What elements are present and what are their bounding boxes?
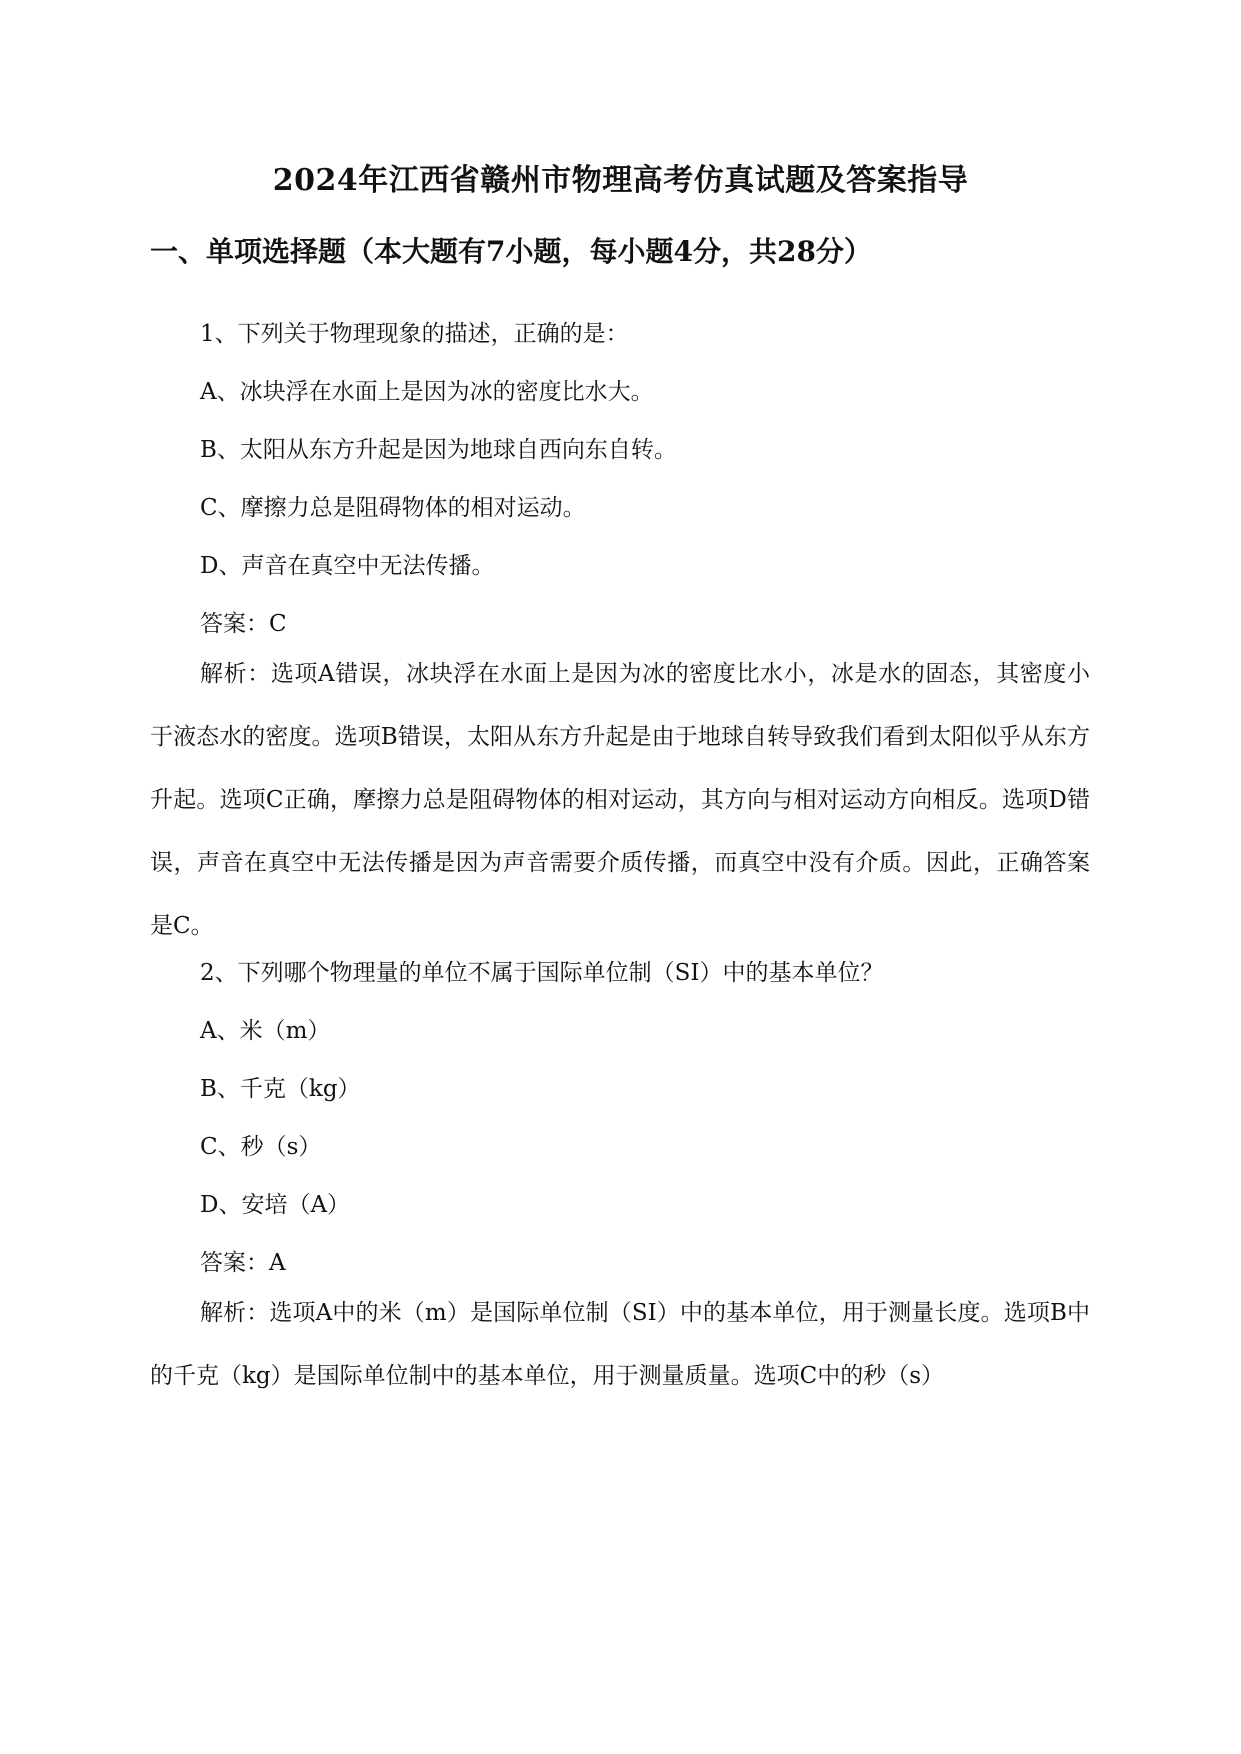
question-2-answer: 答案：A: [200, 1250, 286, 1276]
question-2-option-a: A、米（m）: [200, 1018, 331, 1044]
question-2-option-d: D、安培（A）: [200, 1192, 351, 1218]
question-2-option-c: C、秒（s）: [200, 1134, 322, 1160]
question-1-answer: 答案：C: [200, 611, 287, 637]
question-2-option-b: B、千克（kg）: [200, 1076, 361, 1102]
question-1-option-c: C、摩擦力总是阻碍物体的相对运动。: [200, 495, 586, 521]
question-1-option-d: D、声音在真空中无法传播。: [200, 553, 495, 579]
question-1-stem: 1、下列关于物理现象的描述，正确的是：: [200, 321, 629, 347]
question-2-analysis: 解析：选项A中的米（m）是国际单位制（SI）中的基本单位，用于测量长度。选项B中的千克（kg）是国际单位制中的基本单位，用于测量质量。选项C中的秒（s）: [150, 1300, 1090, 1389]
section-heading: 一、单项选择题（本大题有7小题，每小题4分，共28分）: [150, 235, 872, 268]
question-2-stem: 2、下列哪个物理量的单位不属于国际单位制（SI）中的基本单位？: [200, 960, 884, 986]
question-1-option-a: A、冰块浮在水面上是因为冰的密度比水大。: [200, 379, 654, 405]
question-1-option-b: B、太阳从东方升起是因为地球自西向东自转。: [200, 437, 677, 463]
question-1-analysis: 解析：选项A错误，冰块浮在水面上是因为冰的密度比水小，冰是水的固态，其密度小于液态水的密度。选项B错误，太阳从东方升起是由于地球自转导致我们看到太阳似乎从东方升起。选项C正确，摩擦力总是阻碍物体的相对运动，其方向与相对运动方向相反。选项D错误，声音在真空中无法传播是因为声音需要介质传播，而真空中没有介质。因此，正确答案是C。: [150, 661, 1090, 939]
document-title: 2024年江西省赣州市物理高考仿真试题及答案指导: [272, 163, 969, 198]
